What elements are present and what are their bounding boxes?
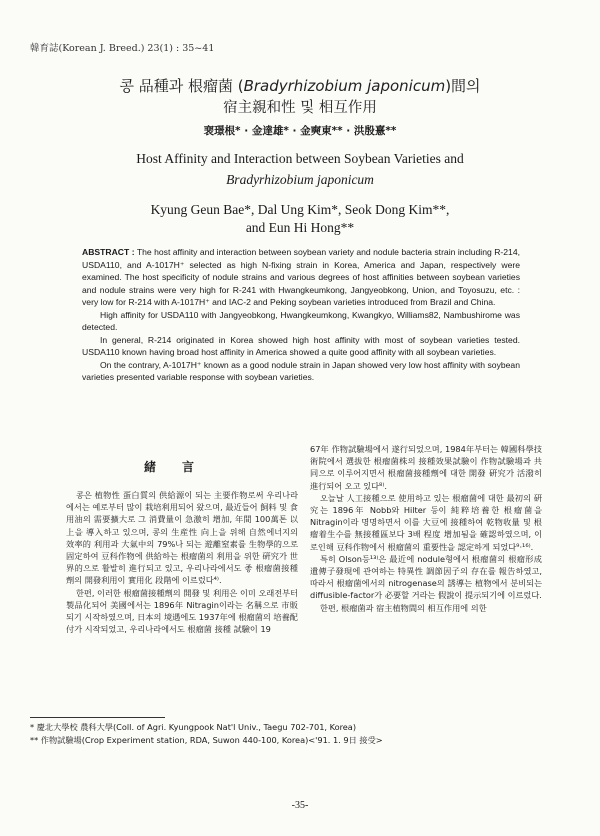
english-authors-line2: and Eun Hi Hong** — [245, 220, 355, 235]
korean-title-line1 — [0, 75, 600, 96]
abstract-paragraph-3: In general, R-214 originated in Korea showed high host affinity with most of soybean varieties tested. USDA110 known having broad host affinity in America showed a quite good affinity with all soybean varieties. — [82, 334, 520, 357]
abstract-paragraph-1 — [82, 246, 520, 309]
footnote-divider — [30, 717, 165, 718]
footnotes — [30, 721, 570, 747]
right-paragraph-1: 67年 作物試驗場에서 遂行되었으며, 1984年부터는 韓國科學技術院에서 選拔한 根瘤菌株의 接種效果試驗이 作物試驗場과 共同으로 이루어지면서 根瘤菌接種劑에 대한 開發 硏究가 活潑히 進行되어 오고 있다⁸⁾. — [310, 444, 542, 491]
korean-title-pre: 콩 品種과 根瘤菌 ( — [119, 77, 244, 95]
english-title-line2: Bradyrhizobium japonicum — [226, 172, 374, 187]
abstract-label: ABSTRACT : — [82, 247, 135, 257]
english-authors-line1: Kyung Geun Bae*, Dal Ung Kim*, Seok Dong Kim**, — [150, 202, 450, 217]
english-title-line1: Host Affinity and Interaction between Soybean Varieties and — [136, 151, 464, 166]
abstract-paragraph-2: High affinity for USDA110 with Jangyeobkong, Hwangkeumkong, Kwangkyo, Williams82, Nambushirome was detected. — [82, 309, 520, 332]
korean-title-line2: 宿主親和性 및 相互作用 — [223, 100, 377, 116]
left-paragraph-1: 콩은 植物性 蛋白質의 供給源이 되는 主要作物로써 우리나라에서는 예로부터 많이 栽培利用되어 왔으며, 最近들어 飼料 및 食用油의 需要擴大로 그 消費量이 急激히 增加, 年間 100萬톤 以上을 導入하고 있으며, 콩의 生産性 向上을 위해 自然에너지의 效率的 利用과 大氣中의 79%나 되는 遊離窒素를 生物學的으로 固定하여 豆科作物에 供給하는 根瘤菌의 利用을 위한 硏究가 世界的으로 활발히 進行되고 있고, 우리나라에서도 좋 根瘤菌接種劑의 開發利用이 實用化 段階에 이르렀다⁴⁾. — [66, 490, 298, 586]
page-number: -35- — [291, 800, 309, 811]
footnote-1: * 慶北大學校 農科大學(Coll. of Agri. Kyungpook Nat'l Univ., Taegu 702-701, Korea) — [30, 722, 357, 732]
right-column — [310, 443, 542, 614]
introduction-heading: 緒言 — [143, 460, 220, 474]
left-paragraph-2: 한편, 이러한 根瘤菌接種劑의 開發 및 利用은 이미 오래전부터 製品化되어 美國에서는 1896年 Nitragin이라는 名稱으로 市販되기 시작하였으며, 日本의 境遇에도 1937年에 根瘤菌의 培養配付가 시작되었고, 우리나라에서도 根瘤菌 接種 試驗이 19 — [66, 587, 298, 635]
right-paragraph-2: 오늘날 人工接種으로 使用하고 있는 根瘤菌에 대한 最初의 硏究는 1896年 Nobb와 Hilter 등이 純粹培養한 根瘤菌을 Nitragin이라 명명하면서 이를 大豆에 接種하여 乾物收量 및 根瘤着生수를 無接種區보다 3배 程度 增加됨을 確認하였으며, 이로인해 豆科作物에서 根瘤菌의 重要性을 認定하게 되었다⁹·¹⁶⁾. — [310, 492, 542, 552]
korean-title-post: )間의 — [445, 77, 481, 95]
abstract-paragraph-4: On the contrary, A-1017H⁺ known as a good nodule strain in Japan showed very low host affinity with soybean varieties presented variable response with soybean varieties. — [82, 359, 520, 382]
right-paragraph-3: 특히 Olson등¹³⁾은 最近에 nodule형에서 根瘤菌의 根瘤形成遺傳子發現에 관여하는 特異性 調節因子의 存在를 報告하였고, 따라서 根瘤菌에서의 nitrogenase의 誘導는 植物에서 분비되는 diffusible-factor가 必要할 거라는 假說이 提示되기에 이르렀다. — [310, 553, 542, 601]
abstract — [82, 246, 520, 384]
left-column — [66, 489, 298, 635]
journal-citation: 韓育誌(Korean J. Breed.) 23(1) : 35~41 — [30, 43, 215, 54]
right-paragraph-4: 한편, 根瘤菌과 宿主植物間의 相互作用에 의한 — [320, 602, 487, 613]
footnote-2: ** 作物試驗場(Crop Experiment station, RDA, Suwon 440-100, Korea)<'91. 1. 9日 接受> — [30, 735, 383, 745]
abstract-text-1: The host affinity and interaction between soybean variety and nodule bacteria strain including R-214, USDA110, and A-1017H⁺ selected as high N-fixing strain in Korea, America and Japan, respectively were examined. The host specificity of nodule strains and various degrees of host affinities between soybean varieties and nodule strains were very high for R-241 with Hwangkeumkong, Jangyeobkong, Union, and Toyosuzu, etc. : very low for R-214 with A-1017H⁺ and IAC-2 and Peking soybean varieties introduced from Brazil and China. — [82, 247, 520, 307]
korean-title-species: Bradyrhizobium japonicum — [243, 77, 446, 95]
korean-authors: 裵璟根* · 金達雄* · 金奭東** · 洪殷憙** — [203, 125, 397, 137]
